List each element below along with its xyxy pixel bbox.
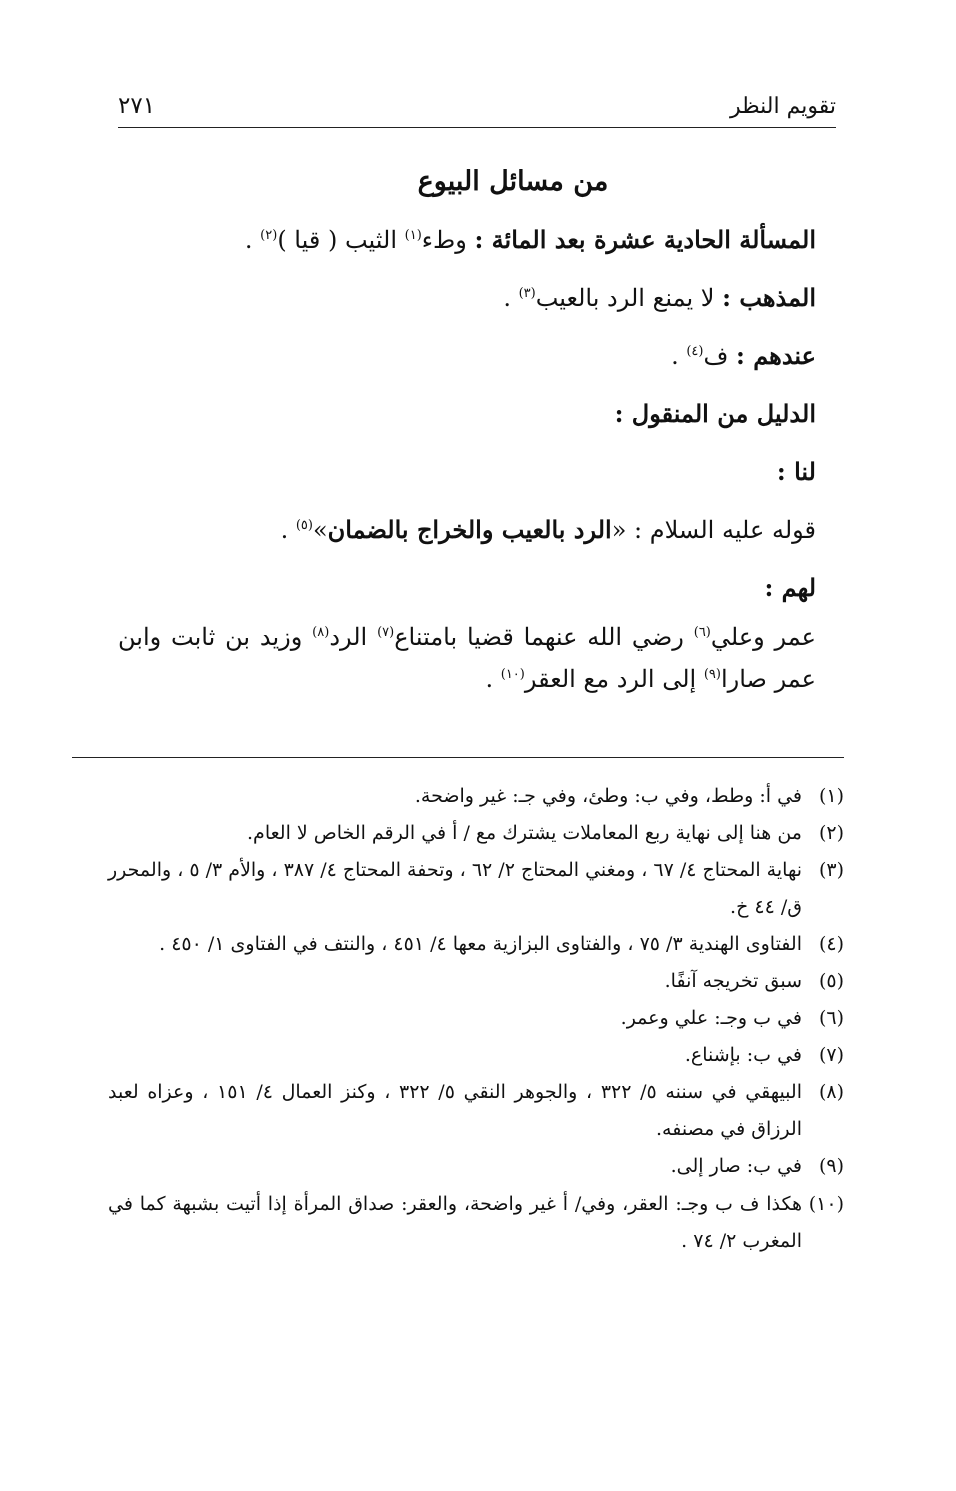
indahum-end: . <box>671 342 687 370</box>
running-title: تقويم النظر <box>729 94 836 119</box>
hadith-line <box>118 512 816 548</box>
footnote-text: في ب وجـ: علي وعمر. <box>620 1007 802 1030</box>
question-end: . <box>244 226 261 254</box>
question-label: المسألة الحادية عشرة بعد المائة : <box>474 225 816 254</box>
footnote-item <box>108 1186 844 1260</box>
footnote-number: (٧) <box>818 1044 844 1067</box>
footnote-text: في ب: بإشناع. <box>684 1044 802 1067</box>
footnote-number: (٩) <box>818 1155 844 1178</box>
footnote-ref-10[interactable]: (١٠) <box>500 667 525 682</box>
footnote-text: سبق تخريجه آنفًا. <box>664 970 802 993</box>
hadith-suffix: » <box>312 516 328 544</box>
footnote-divider <box>72 757 844 758</box>
lahum-text-3: الرد <box>329 623 378 651</box>
main-text <box>118 222 816 700</box>
dalil-heading: الدليل من المنقول : <box>614 399 816 428</box>
footnote-number: (٨) <box>818 1081 844 1104</box>
question-text-a: وطء <box>421 226 475 254</box>
footnote-item <box>108 778 844 815</box>
footnote-item <box>108 852 844 926</box>
footnote-number: (٣) <box>818 859 844 882</box>
lahum-end: . <box>485 665 501 693</box>
footnote-text: الفتاوى الهندية ٣/ ٧٥ ، والفتاوى البزازية معها ٤/ ٤٥١ ، والنتف في الفتاوى ١/ ٤٥٠ . <box>159 933 802 956</box>
lahum-text-1: عمر وعلي <box>710 623 816 651</box>
footnote-ref-7[interactable]: (٧) <box>377 625 395 640</box>
footnote-item <box>108 1000 844 1037</box>
madhhab-text: لا يمنع الرد بالعيب <box>535 284 723 312</box>
lahum-text-2: رضي الله عنهما قضيا بامتناع <box>394 623 694 651</box>
footnote-text: في أ: وطط، وفي ب: وطئ، وفي جـ: غير واضحة. <box>414 785 802 807</box>
indahum-label: عندهم : <box>735 341 816 370</box>
question-text-b: الثيب ( قيا ) <box>277 226 405 254</box>
lahum-paragraph <box>118 616 816 700</box>
footnote-text: في ب: صار إلى. <box>670 1155 802 1178</box>
section-title: من مسائل البيوع <box>417 166 609 197</box>
footnote-item <box>108 926 844 963</box>
footnotes <box>108 778 844 1260</box>
footnote-ref-4[interactable]: (٤) <box>686 344 704 359</box>
hadith-end: . <box>280 516 296 544</box>
footnote-number: (٥) <box>818 970 844 993</box>
hadith-prefix: قوله عليه السلام : « <box>611 516 816 544</box>
footnote-text: من هنا إلى نهاية ربع المعاملات يشترك مع / أ في الرقم الخاص لا العام. <box>247 822 802 845</box>
lahum-text-5: إلى الرد مع العقر <box>524 665 704 693</box>
footnote-item <box>108 815 844 852</box>
page-number: ٢٧١ <box>118 93 156 119</box>
indahum-line <box>118 338 816 374</box>
footnote-number: (١) <box>818 785 844 807</box>
footnote-item <box>108 963 844 1000</box>
madhhab-line <box>118 280 816 316</box>
lahum-heading: لهم : <box>764 573 816 602</box>
madhhab-end: . <box>503 284 519 312</box>
footnote-ref-8[interactable]: (٨) <box>312 625 330 640</box>
footnote-text: نهاية المحتاج ٤/ ٦٧ ، ومغني المحتاج ٢/ ٦٢ ، وتحفة المحتاج ٤/ ٣٨٧ ، والأم ٣/ ٥ ، والمحرر ق/ ٤٤ خ. <box>108 859 802 919</box>
question-line <box>118 222 816 258</box>
footnote-text: البيهقي في سننه ٥/ ٣٢٢ ، والجوهر النقي ٥/ ٣٢٢ ، وكنز العمال ٤/ ١٥١ ، وعزاه لعبد الرزاق في مصنفه. <box>108 1081 802 1141</box>
footnote-item <box>108 1148 844 1185</box>
footnote-number: (١٠) <box>808 1192 844 1215</box>
madhhab-label: المذهب : <box>722 283 816 312</box>
footnote-number: (٢) <box>818 822 844 845</box>
footnote-item <box>108 1074 844 1148</box>
running-header <box>118 88 836 128</box>
footnote-ref-1[interactable]: (١) <box>404 228 422 243</box>
footnote-ref-5[interactable]: (٥) <box>295 518 313 533</box>
hadith-quote: الرد بالعيب والخراج بالضمان <box>327 515 612 544</box>
footnote-ref-6[interactable]: (٦) <box>693 625 711 640</box>
indahum-text: ف <box>703 342 736 370</box>
footnote-number: (٤) <box>818 933 844 956</box>
lana-heading: لنا : <box>776 457 816 486</box>
footnote-text: هكذا ف ب وجـ: العقر، وفي/ أ غير واضحة، والعقر: صداق المرأة إذا أتيت بشبهة كما في المغرب ٢/ ٧٤ . <box>108 1192 802 1252</box>
lahum-text-4: وزيد بن ثابت وابن عمر صارا <box>118 623 816 693</box>
footnote-number: (٦) <box>818 1007 844 1030</box>
footnote-ref-2[interactable]: (٢) <box>260 228 278 243</box>
footnote-ref-9[interactable]: (٩) <box>703 667 721 682</box>
footnote-item <box>108 1037 844 1074</box>
footnote-ref-3[interactable]: (٣) <box>518 286 536 301</box>
